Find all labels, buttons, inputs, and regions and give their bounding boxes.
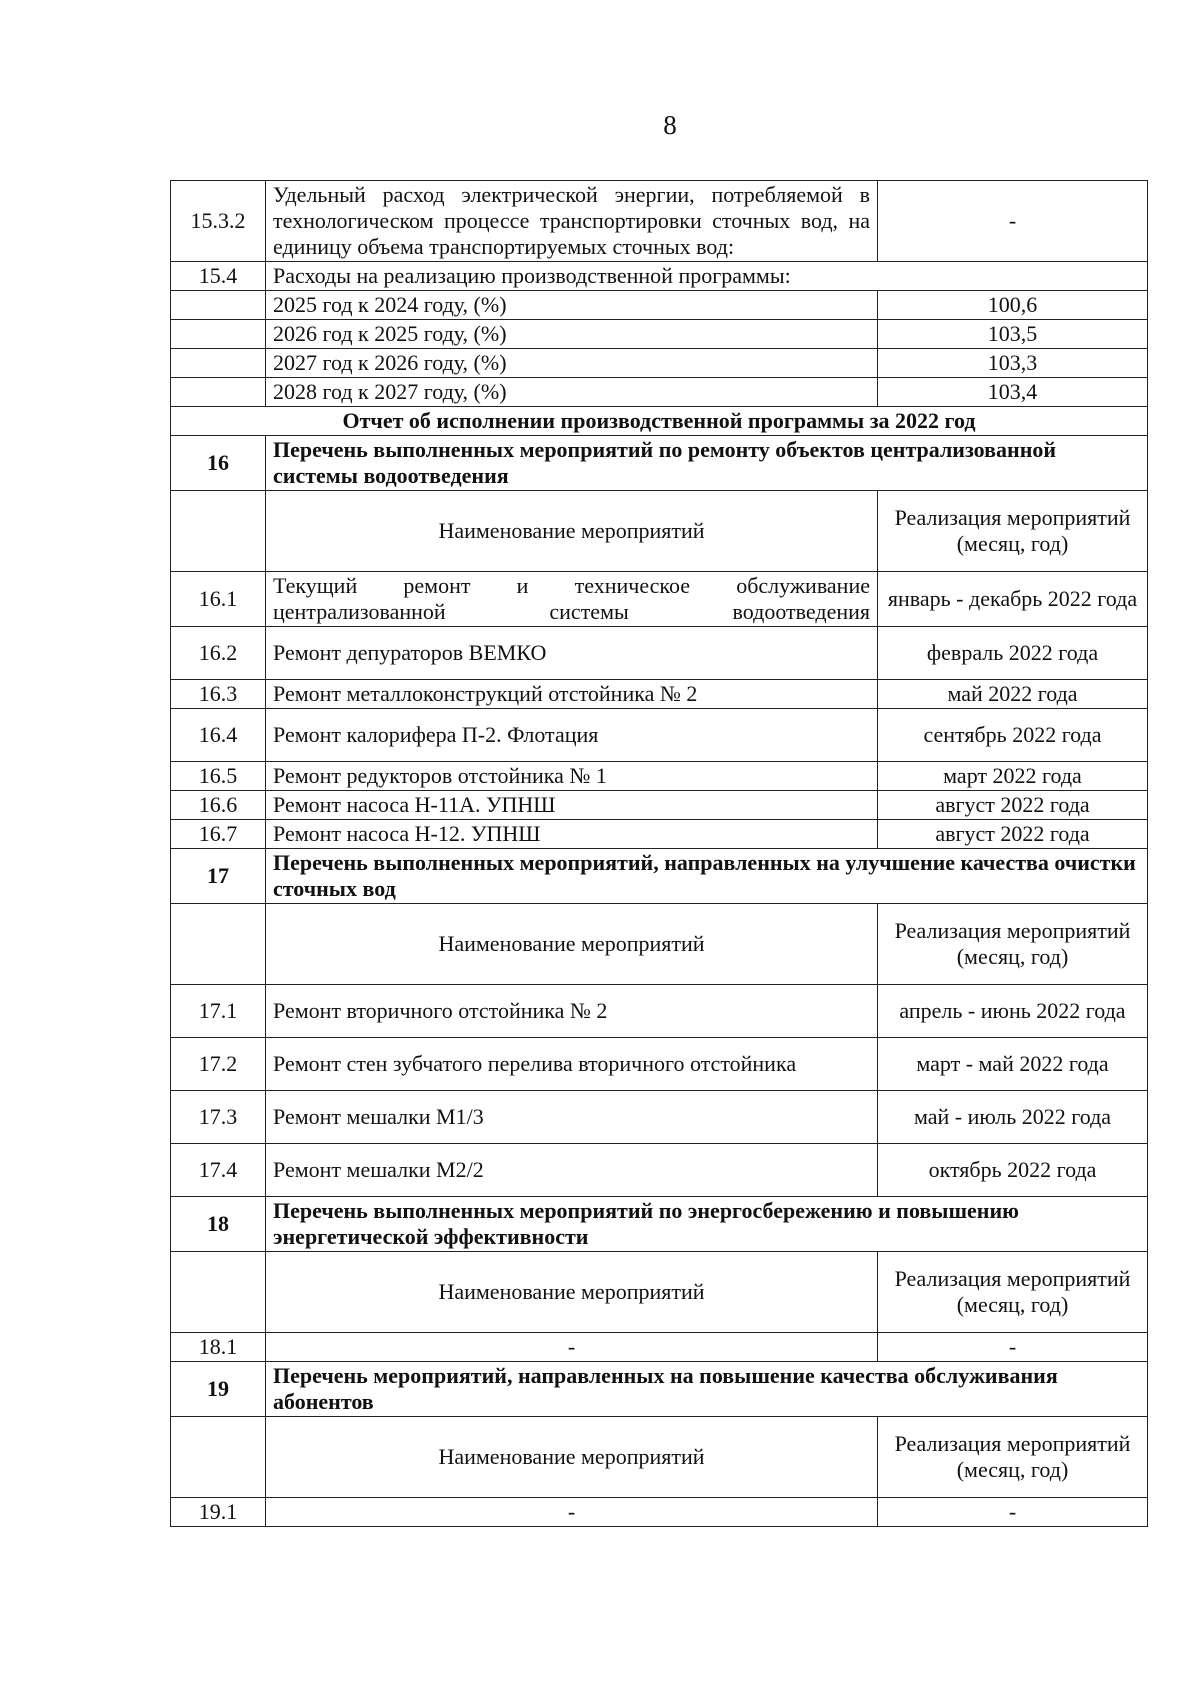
col-name-header: Наименование мероприятий <box>266 904 878 985</box>
section-header <box>171 1362 1148 1417</box>
table-row <box>171 1333 1148 1362</box>
row-name: - <box>266 1333 878 1362</box>
table-row <box>171 407 1148 436</box>
row-name: Ремонт насоса Н-11А. УПНШ <box>266 791 878 820</box>
section-header <box>171 1197 1148 1252</box>
table-row <box>171 1038 1148 1091</box>
row-name: Ремонт калорифера П-2. Флотация <box>266 709 878 762</box>
col-name-header: Наименование мероприятий <box>266 1252 878 1333</box>
row-number: 16.2 <box>171 627 266 680</box>
expense-label: 2025 год к 2024 году, (%) <box>266 291 878 320</box>
row-text: Расходы на реализацию производственной программы: <box>266 262 1148 291</box>
section-header <box>171 849 1148 904</box>
row-number: 15.3.2 <box>171 181 266 262</box>
table-row <box>171 762 1148 791</box>
expense-value: 103,5 <box>878 320 1148 349</box>
row-number: 16.3 <box>171 680 266 709</box>
column-header-row <box>171 904 1148 985</box>
empty-cell <box>171 349 266 378</box>
column-header-row <box>171 1252 1148 1333</box>
row-number: 17.4 <box>171 1144 266 1197</box>
section-number: 16 <box>171 436 266 491</box>
table-row <box>171 1498 1148 1527</box>
section-title: Перечень выполненных мероприятий по ремонту объектов централизованной системы водоотведения <box>266 436 1148 491</box>
empty-cell <box>171 320 266 349</box>
row-name: Ремонт мешалки М2/2 <box>266 1144 878 1197</box>
expense-value: 100,6 <box>878 291 1148 320</box>
row-date: - <box>878 1498 1148 1527</box>
row-name: Ремонт мешалки М1/3 <box>266 1091 878 1144</box>
table-row <box>171 262 1148 291</box>
col-impl-header: Реализация мероприятий (месяц, год) <box>878 1417 1148 1498</box>
row-date: февраль 2022 года <box>878 627 1148 680</box>
table-row <box>171 572 1148 627</box>
col-name-header: Наименование мероприятий <box>266 491 878 572</box>
table-row <box>171 349 1148 378</box>
report-title: Отчет об исполнении производственной программы за 2022 год <box>171 407 1148 436</box>
row-number: 16.1 <box>171 572 266 627</box>
row-number: 16.6 <box>171 791 266 820</box>
row-name: Ремонт металлоконструкций отстойника № 2 <box>266 680 878 709</box>
row-date: апрель - июнь 2022 года <box>878 985 1148 1038</box>
table-row <box>171 291 1148 320</box>
row-name: Текущий ремонт и техническое обслуживание централизованной системы водоотведения <box>266 572 878 627</box>
row-date: март 2022 года <box>878 762 1148 791</box>
section-title: Перечень мероприятий, направленных на повышение качества обслуживания абонентов <box>266 1362 1148 1417</box>
page-number: 8 <box>663 110 677 140</box>
table-row <box>171 1144 1148 1197</box>
table-row <box>171 1091 1148 1144</box>
table-row <box>171 709 1148 762</box>
table-row <box>171 181 1148 262</box>
row-date: сентябрь 2022 года <box>878 709 1148 762</box>
table-row <box>171 820 1148 849</box>
row-date: - <box>878 1333 1148 1362</box>
row-number: 15.4 <box>171 262 266 291</box>
table-row <box>171 985 1148 1038</box>
row-name: Ремонт вторичного отстойника № 2 <box>266 985 878 1038</box>
empty-cell <box>171 491 266 572</box>
row-date: январь - декабрь 2022 года <box>878 572 1148 627</box>
expense-value: 103,3 <box>878 349 1148 378</box>
table-row <box>171 680 1148 709</box>
section-title: Перечень выполненных мероприятий, направленных на улучшение качества очистки сточных вод <box>266 849 1148 904</box>
col-name-header: Наименование мероприятий <box>266 1417 878 1498</box>
row-number: 17.2 <box>171 1038 266 1091</box>
col-impl-header: Реализация мероприятий (месяц, год) <box>878 491 1148 572</box>
row-name: - <box>266 1498 878 1527</box>
expense-label: 2028 год к 2027 году, (%) <box>266 378 878 407</box>
row-value: - <box>878 181 1148 262</box>
row-date: октябрь 2022 года <box>878 1144 1148 1197</box>
section-number: 18 <box>171 1197 266 1252</box>
row-number: 19.1 <box>171 1498 266 1527</box>
production-program-table <box>170 180 1148 1527</box>
expense-label: 2027 год к 2026 году, (%) <box>266 349 878 378</box>
row-date: май 2022 года <box>878 680 1148 709</box>
table-row <box>171 791 1148 820</box>
empty-cell <box>171 1252 266 1333</box>
column-header-row <box>171 1417 1148 1498</box>
section-number: 19 <box>171 1362 266 1417</box>
row-number: 18.1 <box>171 1333 266 1362</box>
row-date: май - июль 2022 года <box>878 1091 1148 1144</box>
row-name: Ремонт редукторов отстойника № 1 <box>266 762 878 791</box>
row-number: 16.4 <box>171 709 266 762</box>
row-number: 16.5 <box>171 762 266 791</box>
row-date: март - май 2022 года <box>878 1038 1148 1091</box>
row-date: август 2022 года <box>878 791 1148 820</box>
col-impl-header: Реализация мероприятий (месяц, год) <box>878 1252 1148 1333</box>
row-text: Удельный расход электрической энергии, потребляемой в технологическом процессе транспортировки сточных вод, на единицу объема транспортируемых сточных вод: <box>266 181 878 262</box>
table-row <box>171 627 1148 680</box>
row-number: 17.3 <box>171 1091 266 1144</box>
section-title: Перечень выполненных мероприятий по энергосбережению и повышению энергетической эффективности <box>266 1197 1148 1252</box>
row-name: Ремонт насоса Н-12. УПНШ <box>266 820 878 849</box>
col-impl-header: Реализация мероприятий (месяц, год) <box>878 904 1148 985</box>
empty-cell <box>171 904 266 985</box>
table-row <box>171 320 1148 349</box>
row-number: 17.1 <box>171 985 266 1038</box>
section-header <box>171 436 1148 491</box>
row-date: август 2022 года <box>878 820 1148 849</box>
table-row <box>171 378 1148 407</box>
section-number: 17 <box>171 849 266 904</box>
empty-cell <box>171 1417 266 1498</box>
column-header-row <box>171 491 1148 572</box>
expense-label: 2026 год к 2025 году, (%) <box>266 320 878 349</box>
expense-value: 103,4 <box>878 378 1148 407</box>
empty-cell <box>171 378 266 407</box>
row-number: 16.7 <box>171 820 266 849</box>
empty-cell <box>171 291 266 320</box>
row-name: Ремонт депураторов ВЕМКО <box>266 627 878 680</box>
row-name: Ремонт стен зубчатого перелива вторичного отстойника <box>266 1038 878 1091</box>
